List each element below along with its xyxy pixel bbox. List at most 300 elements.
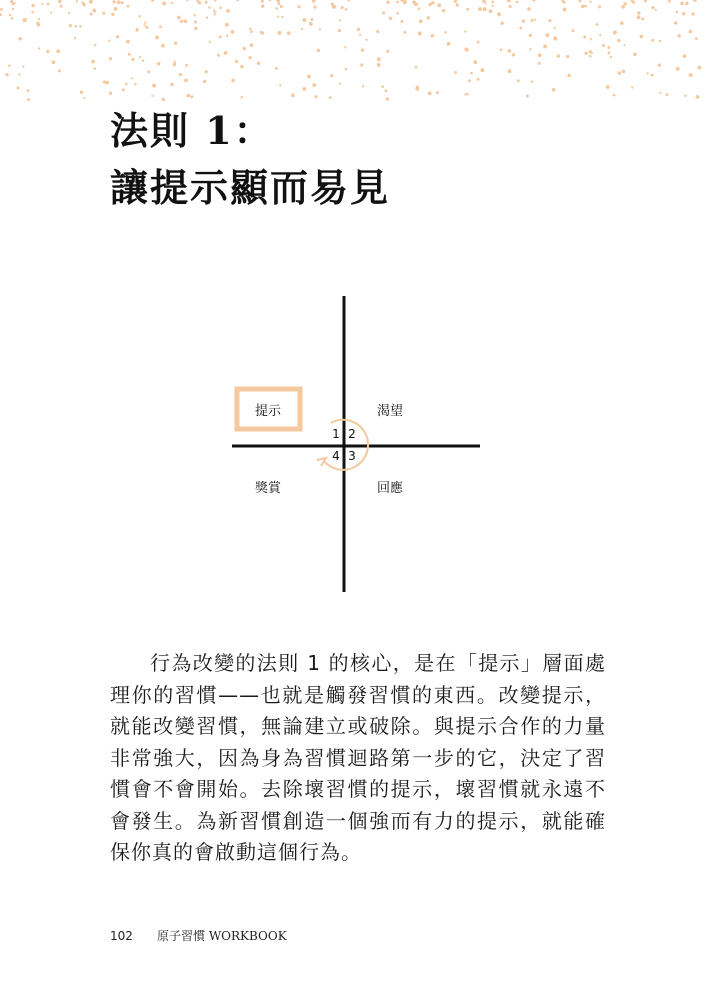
decorative-dot (436, 91, 439, 94)
decorative-dot (226, 35, 228, 37)
decorative-dot (162, 98, 166, 102)
decorative-dot (386, 50, 389, 53)
decorative-dot (477, 78, 480, 81)
decorative-dot (219, 35, 222, 38)
decorative-dot (248, 56, 251, 59)
decorative-dot (173, 63, 176, 66)
habit-loop-diagram (220, 290, 490, 600)
decorative-dot (455, 3, 458, 6)
decorative-dot (470, 72, 473, 75)
decorative-dot (696, 95, 700, 99)
decorative-dot (339, 19, 341, 21)
decorative-dot (291, 93, 295, 97)
decorative-dot (76, 0, 78, 2)
decorative-dot (243, 47, 246, 50)
decorative-dot (307, 74, 311, 78)
decorative-dot (483, 7, 487, 11)
decorative-dot (683, 54, 687, 58)
decorative-dot (147, 70, 150, 73)
decorative-dot (621, 5, 625, 9)
decorative-dot (426, 16, 429, 19)
decorative-dot (532, 0, 535, 2)
decorative-dot (623, 44, 625, 46)
decorative-dot (637, 15, 641, 19)
decorative-dot (531, 19, 534, 22)
decorative-dot (691, 13, 694, 16)
decorative-dot (213, 9, 215, 11)
decorative-dot (47, 2, 50, 5)
decorative-dot (112, 0, 115, 3)
decorative-dot (278, 31, 282, 35)
decorative-dot (144, 21, 146, 23)
decorative-dot (382, 11, 385, 14)
decorative-dot (136, 28, 139, 31)
decorative-dot (114, 7, 118, 11)
decorative-dot (617, 39, 621, 43)
decorative-dot (477, 41, 480, 44)
decorative-dot (338, 29, 341, 32)
decorative-dot (8, 65, 11, 68)
step-number-2: 2 (348, 427, 356, 441)
decorative-dot (58, 69, 61, 72)
decorative-dot (279, 84, 281, 86)
decorative-dot (631, 86, 633, 88)
decorative-dot (365, 39, 367, 41)
decorative-dot (526, 95, 529, 98)
decorative-dot (581, 5, 585, 9)
decorative-dot (27, 89, 30, 92)
decorative-dot (109, 57, 112, 60)
decorative-dot (41, 3, 43, 5)
decorative-dot (464, 47, 468, 51)
decorative-dot (226, 9, 230, 13)
decorative-dot (623, 2, 626, 5)
decorative-dot (677, 34, 681, 38)
decorative-dot (311, 18, 314, 21)
decorative-dot (145, 26, 148, 29)
decorative-dot (18, 37, 22, 41)
decorative-dot (428, 3, 432, 7)
decorative-dot (301, 28, 303, 30)
decorative-dot (179, 73, 182, 76)
decorative-dot (184, 78, 188, 82)
decorative-dot (584, 5, 587, 8)
decorative-dot (225, 23, 229, 27)
decorative-dot (180, 20, 183, 23)
decorative-dot (590, 1, 592, 3)
decorative-dot (236, 0, 238, 2)
decorative-dot (151, 95, 153, 97)
decorative-dot (134, 83, 137, 86)
decorative-dot (331, 3, 334, 6)
decorative-dot (403, 0, 407, 4)
decorative-dot (400, 20, 403, 23)
decorative-dot (454, 71, 457, 74)
decorative-dot (548, 19, 551, 22)
decorative-dot (519, 27, 522, 30)
decorative-dot (131, 58, 134, 61)
decorative-dot (5, 73, 8, 76)
decorative-dot (186, 0, 188, 1)
decorative-dot (396, 1, 399, 4)
decorative-dot (312, 83, 316, 87)
decorative-dot (139, 56, 141, 58)
decorative-dot (509, 5, 512, 8)
decorative-dot (37, 23, 41, 27)
decorative-dot (431, 34, 434, 37)
decorative-dot (508, 49, 512, 53)
decorative-dot (444, 31, 447, 34)
step-number-3: 3 (348, 449, 356, 463)
step-number-1: 1 (332, 427, 340, 441)
decorative-dot (23, 18, 27, 22)
decorative-dot (437, 3, 441, 7)
decorative-dot (18, 73, 20, 75)
decorative-dot (213, 13, 215, 15)
decorative-dot (27, 98, 30, 101)
decorative-dot (330, 74, 333, 77)
decorative-dot (361, 48, 364, 51)
decorative-dot (695, 37, 698, 40)
decorative-dot (334, 5, 336, 7)
decorative-dot (269, 0, 271, 1)
decorative-dot (80, 91, 83, 94)
decorative-dot (571, 29, 574, 32)
decorative-dot (516, 1, 519, 4)
decorative-dot (117, 0, 121, 4)
decorative-dot (454, 0, 457, 3)
decorative-dot (659, 92, 661, 94)
decorative-dot (389, 17, 393, 21)
decorative-dot (552, 88, 555, 91)
decorative-dot (224, 51, 228, 55)
decorative-dot (250, 30, 253, 33)
decorative-dot (170, 83, 173, 86)
decorative-dot (522, 20, 525, 23)
decorative-dot (596, 23, 599, 26)
decorative-dot (651, 74, 654, 77)
decorative-dot (517, 79, 520, 82)
decorative-dot (128, 53, 131, 56)
chapter-title-line-2: 讓提示顯而易見 (110, 165, 391, 210)
decorative-dot (174, 42, 177, 45)
decorative-dot (418, 32, 422, 36)
decorative-dot (231, 30, 235, 34)
decorative-dot (90, 13, 93, 16)
decorative-dot (60, 5, 63, 8)
decorative-dot (684, 95, 687, 98)
page-number: 102 (110, 929, 133, 943)
decorative-dot (554, 27, 556, 29)
decorative-dot (31, 4, 35, 8)
decorative-dot (538, 53, 542, 57)
decorative-dot (190, 95, 193, 98)
decorative-dot (693, 0, 696, 2)
decorative-dot (639, 35, 643, 39)
decorative-dot (157, 62, 161, 66)
decorative-dot (553, 37, 557, 41)
decorative-dot (442, 9, 446, 13)
decorative-dot (418, 7, 421, 10)
decorative-dot (610, 56, 612, 58)
decorative-dot (680, 2, 684, 6)
decorative-dot (260, 31, 263, 34)
decorative-dot (12, 8, 14, 10)
decorative-dot (508, 69, 512, 73)
decorative-dot (668, 0, 671, 3)
decorative-dot (466, 8, 469, 11)
decorative-dot (82, 3, 85, 6)
decorative-dot (209, 41, 211, 43)
decorative-dot (377, 57, 381, 61)
decorative-dot (527, 7, 531, 11)
decorative-dot (347, 0, 350, 1)
quadrant-label-response: 回應 (376, 481, 404, 496)
decorative-dot (17, 86, 20, 89)
decorative-dot (309, 22, 313, 26)
decorative-dot (151, 0, 155, 2)
decorative-dot (419, 19, 423, 23)
decorative-dot (362, 85, 364, 87)
decorative-dot (697, 66, 701, 70)
decorative-dot (193, 14, 196, 17)
decorative-dot (13, 2, 15, 4)
decorative-dot (302, 87, 306, 91)
decorative-dot (589, 50, 592, 53)
decorative-dot (641, 17, 644, 20)
decorative-dot (598, 5, 601, 8)
decorative-dot (68, 12, 70, 14)
decorative-dot (655, 9, 657, 11)
decorative-dot (185, 64, 188, 67)
decorative-dot (613, 31, 617, 35)
quadrant-label-reward: 獎賞 (254, 481, 282, 496)
decorative-dot (497, 12, 501, 16)
decorative-dot (566, 55, 569, 58)
decorative-dot (529, 48, 531, 50)
decorative-dot (125, 82, 128, 85)
decorative-dot (345, 68, 348, 71)
decorative-dot (177, 16, 181, 20)
decorative-dot (339, 82, 341, 84)
decorative-dot (171, 2, 173, 4)
decorative-dot (194, 27, 197, 30)
decorative-dot (131, 77, 133, 79)
decorative-dot (240, 65, 243, 68)
decorative-dot (489, 9, 493, 13)
decorative-dot (529, 34, 532, 37)
decorative-dot (579, 0, 582, 3)
decorative-dot (280, 5, 283, 8)
decorative-dot (0, 8, 3, 11)
decorative-dot (500, 48, 503, 51)
decorative-dot (637, 11, 640, 14)
decorative-dot (676, 67, 680, 71)
decorative-dot (590, 38, 592, 40)
decorative-dot (22, 65, 24, 67)
decorative-dot (584, 52, 587, 55)
decorative-dot (507, 0, 511, 2)
decorative-dot (658, 63, 661, 66)
decorative-dot (38, 18, 41, 21)
decorative-dot (174, 61, 176, 63)
body-paragraph: 行為改變的法則 1 的核心，是在「提示」層面處理你的習慣——也就是觸發習慣的東西。改變提示，就能改變習慣，無論建立或破除。與提示合作的力量非常強大，因為身為習慣迴路第一步的它，決定了習慣會不會開始。去除壞習慣的提示，壞習慣就永遠不會發生。為新習慣創造一個強而有力的提示，就能確保你真的會啟動這個行為。 (110, 651, 606, 864)
decorative-dot (108, 40, 110, 42)
decorative-dot (106, 81, 109, 84)
decorative-dot (317, 49, 321, 53)
book-title: 原子習慣 WORKBOOK (157, 929, 287, 943)
decorative-dot (208, 6, 211, 9)
decorative-dot (534, 19, 536, 21)
decorative-dot (491, 5, 493, 7)
decorative-dot (162, 1, 166, 5)
decorative-dot (357, 28, 360, 31)
decorative-dot (665, 93, 668, 96)
decorative-dot (250, 43, 254, 47)
decorative-dot (9, 14, 12, 17)
decorative-dot (464, 93, 466, 95)
decorative-dot (214, 11, 216, 13)
decorative-dot (618, 71, 622, 75)
decorative-dot (155, 35, 159, 39)
decorative-dot (275, 67, 278, 70)
decorative-dot (360, 64, 363, 67)
decorative-dot (359, 34, 361, 36)
decorative-dot (329, 96, 332, 99)
decorative-dot (276, 7, 279, 10)
decorative-dot (127, 5, 130, 8)
decorative-dot (0, 13, 2, 16)
quadrant-label-cue: 提示 (254, 404, 282, 419)
decorative-dot (277, 16, 279, 18)
decorative-dot (46, 50, 49, 53)
decorative-dot (79, 25, 82, 28)
decorative-dot (620, 21, 624, 25)
decorative-dot (261, 0, 264, 3)
decorative-dot (546, 33, 550, 37)
decorative-dot (428, 91, 432, 95)
decorative-dot (116, 35, 119, 38)
decorative-dot (276, 0, 280, 2)
decorative-dot (685, 2, 689, 6)
decorative-dot-border (0, 0, 711, 110)
decorative-dot (249, 28, 252, 31)
decorative-dot (287, 31, 291, 35)
decorative-dot (557, 54, 560, 57)
decorative-dot (205, 1, 208, 4)
decorative-dot (121, 1, 124, 4)
decorative-dot (38, 47, 40, 49)
decorative-dot (302, 18, 306, 22)
decorative-dot (103, 80, 106, 83)
decorative-dot (91, 60, 95, 64)
decorative-dot (74, 37, 76, 39)
decorative-dot (74, 25, 77, 28)
decorative-dot (11, 17, 14, 20)
decorative-dot (386, 1, 389, 4)
decorative-dot (500, 21, 503, 24)
decorative-dot (341, 6, 344, 9)
decorative-dot (447, 42, 451, 46)
decorative-dot (468, 79, 471, 82)
decorative-dot (50, 12, 52, 14)
decorative-dot (183, 19, 187, 23)
decorative-dot (69, 24, 72, 27)
decorative-dot (344, 46, 346, 48)
decorative-dot (531, 80, 534, 83)
decorative-dot (315, 95, 318, 98)
decorative-dot (58, 0, 62, 3)
decorative-dot (563, 8, 567, 12)
decorative-dot (607, 51, 610, 54)
decorative-dot (377, 63, 381, 67)
decorative-dot (512, 53, 515, 56)
decorative-dot (194, 21, 197, 24)
decorative-dot (126, 40, 130, 44)
decorative-dot (219, 6, 222, 9)
decorative-dot (93, 67, 96, 70)
decorative-dot (538, 62, 541, 65)
decorative-dot (111, 13, 114, 16)
decorative-dot (674, 21, 677, 24)
decorative-dot (480, 68, 484, 72)
decorative-dot (83, 97, 85, 99)
decorative-dot (416, 85, 419, 88)
decorative-dot (319, 28, 321, 30)
decorative-dot (396, 12, 399, 15)
decorative-dot (203, 80, 206, 83)
arrowhead-icon (317, 458, 326, 466)
decorative-dot (345, 8, 348, 11)
decorative-dot (144, 24, 146, 26)
decorative-dot (491, 1, 494, 4)
decorative-dot (478, 7, 482, 11)
decorative-dot (109, 92, 112, 95)
decorative-dot (567, 74, 571, 78)
decorative-dot (675, 11, 678, 14)
decorative-dot (607, 46, 610, 49)
decorative-dot (159, 25, 162, 28)
decorative-dot (261, 4, 265, 8)
decorative-dot (214, 0, 216, 2)
decorative-dot (622, 70, 625, 73)
decorative-dot (682, 12, 685, 15)
decorative-dot (205, 70, 208, 73)
quadrant-label-craving: 渴望 (376, 404, 404, 419)
decorative-dot (414, 2, 418, 6)
decorative-dot (138, 15, 141, 18)
decorative-dot (613, 94, 616, 97)
decorative-dot (92, 9, 96, 13)
decorative-dot (142, 59, 145, 62)
decorative-dot (52, 60, 56, 64)
decorative-dot (241, 96, 243, 98)
decorative-dot (313, 6, 316, 9)
decorative-dot (89, 0, 93, 4)
decorative-dot (102, 12, 105, 15)
decorative-dot (606, 85, 610, 89)
decorative-dot (415, 66, 418, 69)
decorative-dot (376, 30, 379, 33)
decorative-dot (94, 44, 97, 47)
decorative-dot (403, 31, 406, 34)
decorative-dot (235, 60, 238, 63)
decorative-dot (589, 55, 592, 58)
decorative-dot (473, 60, 477, 64)
decorative-dot (217, 54, 220, 57)
decorative-dot (464, 30, 466, 32)
decorative-dot (312, 0, 316, 3)
